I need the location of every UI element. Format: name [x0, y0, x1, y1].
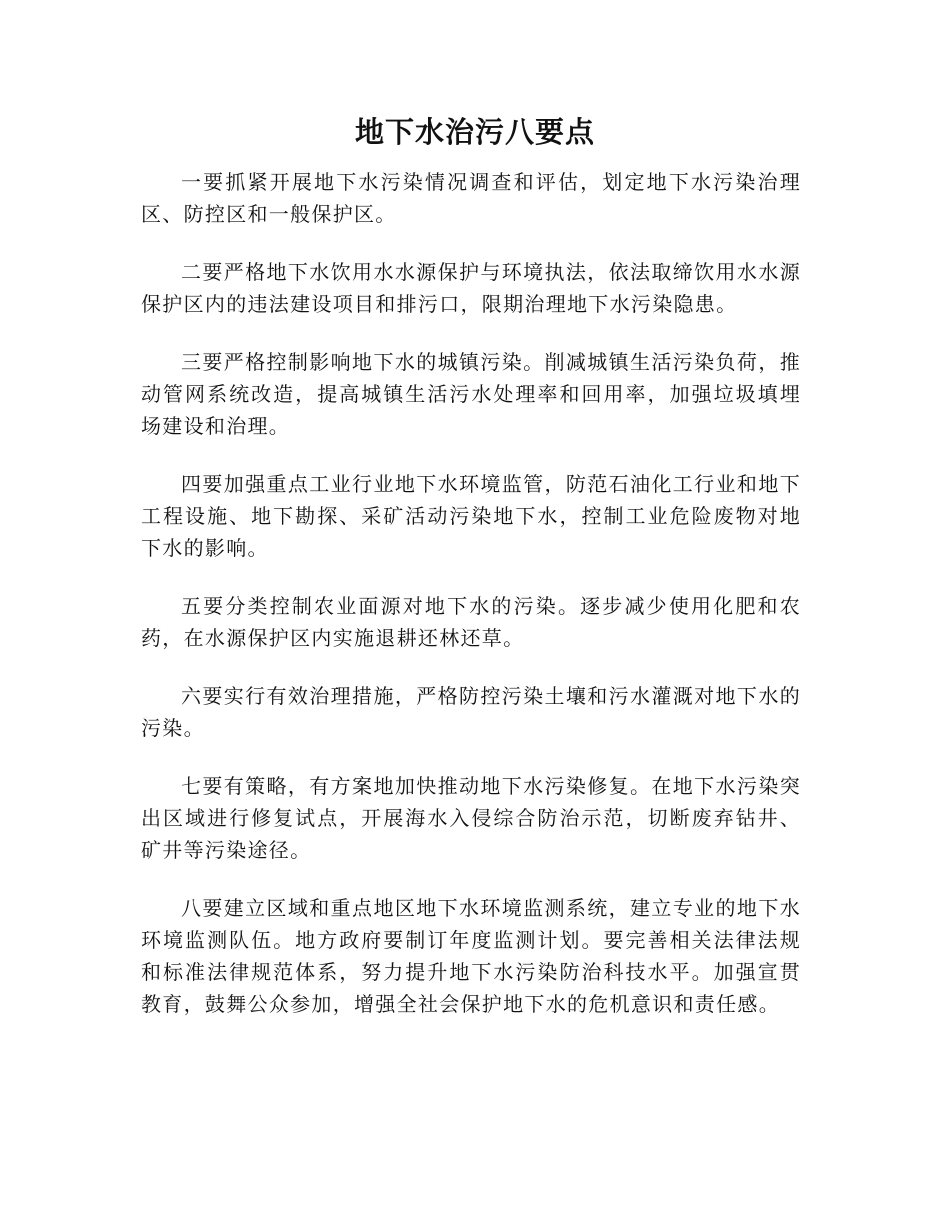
paragraph-3: 三要严格控制影响地下水的城镇污染。削减城镇生活污染负荷，推动管网系统改造，提高城镇生活污水处理率和回用率，加强垃圾填埋场建设和治理。: [141, 350, 801, 438]
paragraph-4: 四要加强重点工业行业地下水环境监管，防范石油化工行业和地下工程设施、地下勘探、采矿活动污染地下水，控制工业危险废物对地下水的影响。: [141, 472, 801, 560]
paragraph-7: 七要有策略，有方案地加快推动地下水污染修复。在地下水污染突出区域进行修复试点，开展海水入侵综合防治示范，切断废弃钻井、矿井等污染途径。: [141, 774, 801, 862]
paragraph-5: 五要分类控制农业面源对地下水的污染。逐步减少使用化肥和农药，在水源保护区内实施退耕还林还草。: [141, 594, 801, 650]
paragraph-6: 六要实行有效治理措施，严格防控污染土壤和污水灌溉对地下水的污染。: [141, 684, 801, 740]
paragraph-1: 一要抓紧开展地下水污染情况调查和评估，划定地下水污染治理区、防控区和一般保护区。: [141, 170, 801, 226]
document-title: 地下水治污八要点: [354, 115, 595, 149]
document-body: [141, 166, 801, 1046]
paragraph-8: 八要建立区域和重点地区地下水环境监测系统，建立专业的地下水环境监测队伍。地方政府要制订年度监测计划。要完善相关法律法规和标准法律规范体系，努力提升地下水污染防治科技水平。加强宣贯教育，鼓舞公众参加，增强全社会保护地下水的危机意识和责任感。: [141, 896, 801, 1016]
paragraph-2: 二要严格地下水饮用水水源保护与环境执法，依法取缔饮用水水源保护区内的违法建设项目和排污口，限期治理地下水污染隐患。: [141, 260, 801, 316]
